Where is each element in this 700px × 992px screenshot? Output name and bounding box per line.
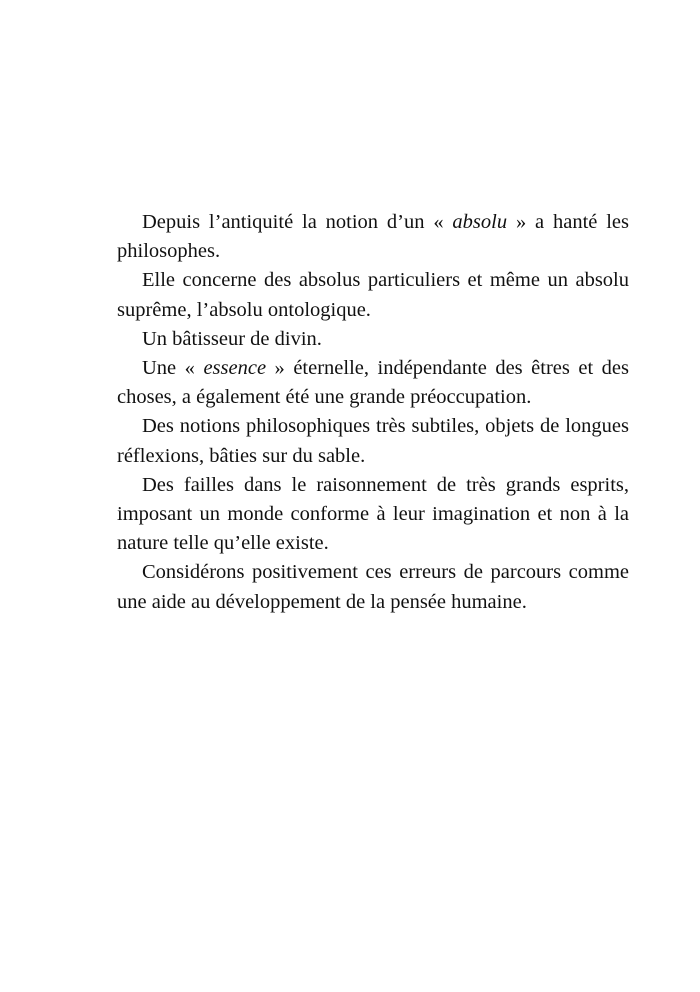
paragraph-text: » éternelle, indépendante des êtres et des choses, a également été une grande préoccupation. <box>117 357 629 409</box>
paragraph-absolu <box>117 208 629 266</box>
paragraph-text: Depuis l’antiquité la notion d’un « <box>142 211 453 233</box>
paragraph-failles: Des failles dans le raisonnement de très grands esprits, imposant un monde conforme à leur imagination et non à la nature telle qu’elle existe. <box>117 473 629 555</box>
paragraph-absolus-particuliers: Elle concerne des absolus particuliers et même un absolu suprême, l’absolu ontologique. <box>117 269 629 321</box>
paragraph-batisseur: Un bâtisseur de divin. <box>142 327 322 350</box>
paragraph-text: Une « <box>142 357 204 380</box>
body-text <box>117 208 629 617</box>
paragraph-considerons: Considérons positivement ces erreurs de parcours comme une aide au développement de la pensée humaine. <box>117 561 629 613</box>
paragraph-essence <box>117 354 629 412</box>
emphasis-absolu: absolu <box>452 211 508 233</box>
paragraph-notions: Des notions philosophiques très subtiles, objets de longues réflexions, bâties sur du sable. <box>117 415 629 467</box>
emphasis-essence: essence <box>203 357 267 380</box>
paragraph-text: » a hanté les philosophes. <box>117 211 630 263</box>
